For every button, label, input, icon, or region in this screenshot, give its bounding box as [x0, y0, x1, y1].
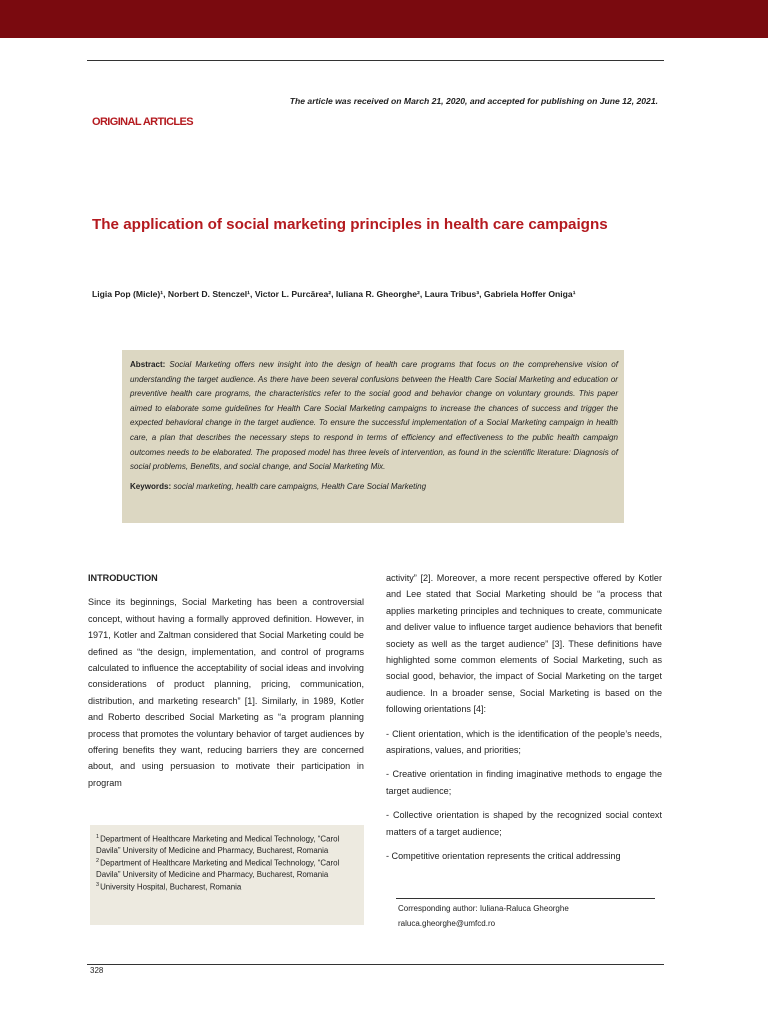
author-list: Ligia Pop (Micle)¹, Norbert D. Stenczel¹, Victor L. Purcărea², Iuliana R. Gheorghe², Laura Tribus³, Gabriela Hoffer Oniga¹ — [92, 289, 576, 299]
affiliation-item: $^1$Department of Healthcare Marketing and Medical Technology, “Carol Davila” University of Medicine and Pharmacy, Bucharest, Romania — [96, 834, 340, 855]
received-note: The article was received on March 21, 2020, and accepted for publishing on June 12, 2021. — [289, 96, 658, 106]
article-title: The application of social marketing principles in health care campaigns — [92, 216, 608, 233]
corresponding-email[interactable]: raluca.gheorghe@umfcd.ro — [398, 919, 496, 928]
correspondence-block — [398, 901, 569, 931]
introduction-paragraph: Since its beginnings, Social Marketing has been a controversial concept, without having a formally approved definition. However, in 1971, Kotler and Zaltman considered that Social Marketing could be defined as “the design, implementation, and control of programs calculated to influence the acceptability of social ideas and involving considerations of product planning, pricing, communication, distribution, and marketing research” [1]. Similarly, in 1989, Kotler and Roberto described Social Marketing as “a program planning process that promotes the voluntary behavior of target audiences by offering benefits they want, reducing barriers they are concerned about, and using persuasion to motivate their participation in program — [88, 597, 364, 788]
affiliation-item: $^2$Department of Healthcare Marketing and Medical Technology, “Carol Davila” University of Medicine and Pharmacy, Bucharest, Romania — [96, 858, 340, 879]
introduction-heading: INTRODUCTION — [88, 573, 158, 583]
list-item: - Competitive orientation represents the critical addressing — [386, 851, 621, 862]
continuation-paragraph: activity” [2]. Moreover, a more recent perspective offered by Kotler and Lee stated that Social Marketing should be “a process that applies marketing principles and techniques to create, communicate and deliver value to influence target audience behaviors that benefit society as well as the target audience” [3]. These definitions have highlighted some common elements of Social Marketing, such as social good, behavior, the impact of Social Marketing on the target audience. In a broader sense, Social Marketing is based on the following orientations [4]: — [386, 573, 662, 715]
affiliation-item: $^3$University Hospital, Bucharest, Romania — [96, 882, 242, 892]
keywords-label: Keywords — [130, 481, 169, 491]
abstract-paragraph: Abstract: Social Marketing offers new insight into the design of health care programs that focus on the comprehensive vision of understanding the target audience. As there have been several confusions between the Health Care Social Marketing and education or preventive health care programs, the characteristics refer to the social good and behavior change on voluntary grounds. This paper aimed to elaborate some guidelines for Health Care Social Marketing campaigns to increase the chances of success and trigger the expected behavioral change in the target audience. To ensure the successful implementation of a Social Marketing campaign in health care, a plan that describes the necessary steps to respond in terms of efficiency and effectiveness to the public health campaign outcomes needs to be elaborated. The proposed model has three levels of intervention, as found in the scientific literature: Diagnosis of social problems, Benefits, and social change, and Social Marketing Mix. — [130, 360, 619, 472]
footer-divider — [87, 964, 664, 965]
journal-header-band — [0, 0, 768, 38]
header-divider — [87, 60, 664, 61]
abstract-box — [122, 350, 624, 523]
list-item: - Creative orientation in finding imaginative methods to engage the target audience; — [386, 769, 662, 796]
keywords-text: social marketing, health care campaigns, Health Care Social Marketing — [173, 481, 427, 491]
right-column — [386, 570, 662, 865]
correspondence-divider — [396, 898, 655, 899]
section-label: ORIGINAL ARTICLES — [92, 116, 194, 128]
page-number: 328 — [90, 966, 104, 975]
abstract-text: Social Marketing offers new insight into the design of health care programs that focus on the comprehensive vision of understanding the target audience. As there have been several confusions between the Health Care Social Marketing and education or preventive health care programs, the characteristics refer to the social good and behavior change on voluntary grounds. This paper aimed to elaborate some guidelines for Health Care Social Marketing campaigns to increase the chances of success and trigger the expected behavioral change in the target audience. To ensure the successful implementation of a Social Marketing campaign in health care, a plan that describes the necessary steps to respond in terms of efficiency and effectiveness to the public health campaign outcomes needs to be elaborated. The proposed model has three levels of intervention, as found in the scientific literature: Diagnosis of social problems, Benefits, and social change, and Social Marketing Mix. — [130, 360, 619, 472]
keywords-line: Keywords: social marketing, health care campaigns, Health Care Social Marketing — [130, 481, 427, 491]
list-item: - Client orientation, which is the identification of the people’s needs, aspirations, values, and priorities; — [386, 728, 662, 756]
affiliations-box — [90, 825, 364, 925]
abstract-label: Abstract — [130, 360, 163, 369]
corresponding-author: Corresponding author: Iuliana-Raluca Gheorghe — [398, 904, 569, 913]
list-item: - Collective orientation is shaped by the recognized social context matters of a target audience; — [386, 810, 662, 837]
left-column — [88, 570, 364, 791]
